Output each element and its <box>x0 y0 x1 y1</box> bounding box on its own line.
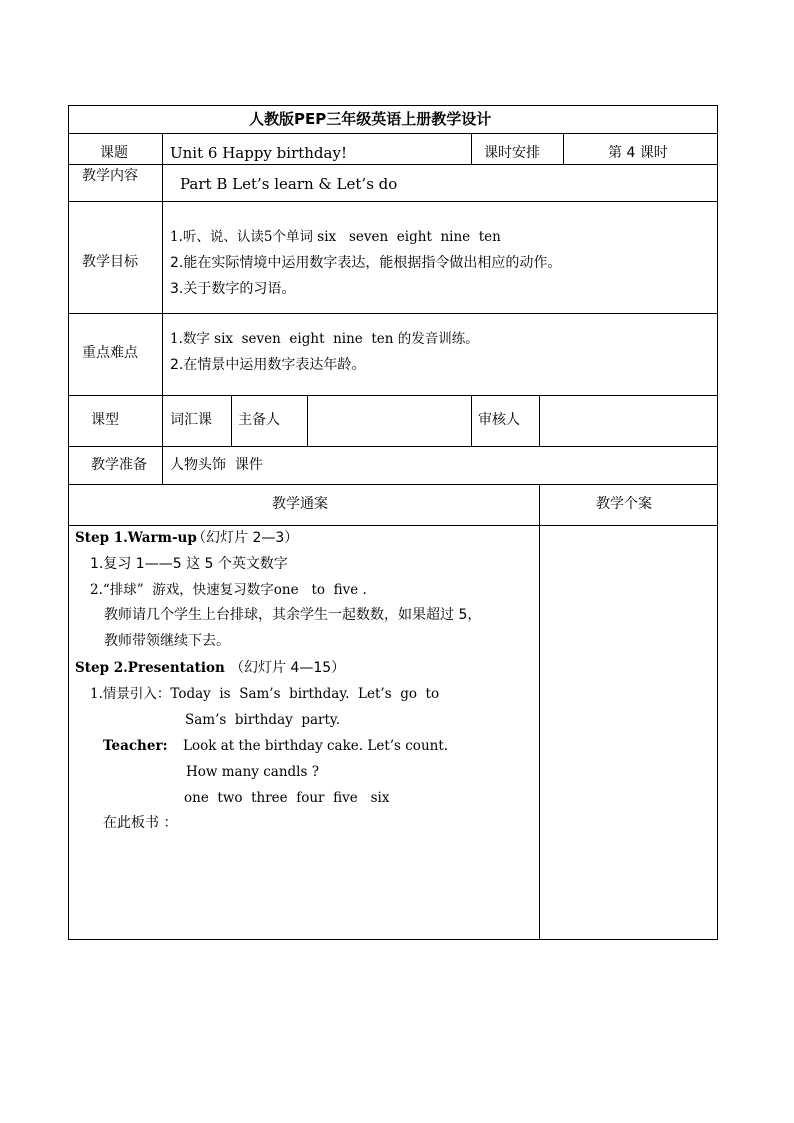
row-divider <box>68 133 718 134</box>
step1-line: 教师带领继续下去。 <box>104 633 230 649</box>
board-note: 在此板书 ： <box>103 815 178 831</box>
row-divider <box>68 446 718 447</box>
keypoint-item: 2.在情景中运用数字表达年龄。 <box>170 357 366 373</box>
teacher-line: How many candls ? <box>186 764 319 780</box>
objective-item: 3.关于数字的习语。 <box>170 281 296 297</box>
objective-item: 1.听、说、认读5个单词 six seven eight nine ten <box>170 229 501 245</box>
step2-note: （幻灯片 4—15） <box>230 660 346 676</box>
step2-line: 1.情景引入：Today is Sam’s birthday. Let’s go to <box>90 686 440 702</box>
schedule-value: 第 4 课时 <box>608 145 668 161</box>
row-divider <box>68 313 718 314</box>
type-value: 词汇课 <box>170 412 212 428</box>
schedule-label: 课时安排 <box>484 145 540 161</box>
step2-line: Sam’s birthday party. <box>185 712 341 728</box>
preparer-label: 主备人 <box>238 412 280 428</box>
keypoint-item: 1.数字 six seven eight nine ten 的发音训练。 <box>170 331 479 347</box>
keypoints-label: 重点难点 <box>82 345 138 361</box>
row-divider <box>68 395 718 396</box>
step1-note: （幻灯片 2—3） <box>192 530 299 546</box>
page-title: 人教版PEP三年级英语上册教学设计 <box>249 110 492 128</box>
col-divider <box>231 395 232 446</box>
step1-line: 教师请几个学生上台排球，其余学生一起数数，如果超过 5， <box>104 607 482 623</box>
row-divider <box>68 201 718 202</box>
teacher-line: one two three four five six <box>184 790 390 806</box>
row-divider <box>68 484 718 485</box>
col-divider <box>539 395 540 446</box>
content-value: Part B Let’s learn & Let’s do <box>180 175 398 193</box>
row-divider <box>68 164 718 165</box>
col-divider <box>162 133 163 485</box>
step1-line: 1.复习 1——5 这 5 个英文数字 <box>90 556 288 572</box>
col-divider <box>471 133 472 164</box>
col-divider <box>563 133 564 164</box>
prep-label: 教学准备 <box>91 457 147 473</box>
row-divider <box>68 525 718 526</box>
prep-value: 人物头饰 课件 <box>170 457 263 473</box>
step1-title: Step 1.Warm-up <box>75 530 197 546</box>
col-divider <box>471 395 472 446</box>
course-label: 课题 <box>100 145 128 161</box>
reviewer-label: 审核人 <box>478 412 520 428</box>
content-label: 教学内容 <box>82 168 138 184</box>
teacher-label: Teacher: <box>103 738 168 754</box>
individual-plan-header: 教学个案 <box>596 496 652 512</box>
objective-item: 2.能在实际情境中运用数字表达，能根据指令做出相应的动作。 <box>170 255 562 271</box>
common-plan-header: 教学通案 <box>272 496 328 512</box>
objectives-label: 教学目标 <box>82 254 138 270</box>
type-label: 课型 <box>91 412 119 428</box>
col-divider <box>307 395 308 446</box>
step2-title: Step 2.Presentation <box>75 660 225 676</box>
step1-line: 2.“排球” 游戏，快速复习数字one to five . <box>90 582 367 598</box>
col-divider <box>539 484 540 940</box>
teacher-line: Look at the birthday cake. Let’s count. <box>183 738 449 754</box>
course-value: Unit 6 Happy birthday! <box>170 144 347 162</box>
